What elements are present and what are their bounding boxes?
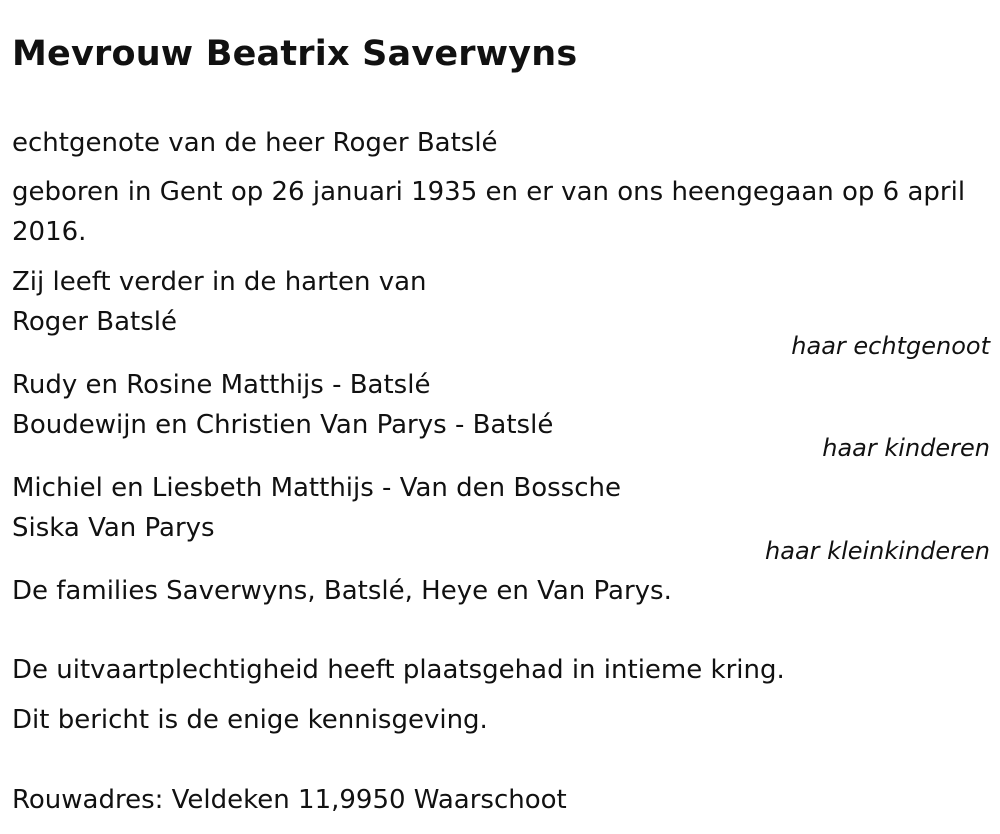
- role-spouse: haar echtgenoot: [791, 332, 990, 360]
- death-notice: [12, 0, 992, 834]
- families-line: De families Saverwyns, Batslé, Heye en Van Parys.: [12, 576, 672, 606]
- role-grandchildren: haar kleinkinderen: [765, 537, 990, 565]
- notice-line: Dit bericht is de enige kennisgeving.: [12, 705, 488, 735]
- grandchild-name: Michiel en Liesbeth Matthijs - Van den Bossche: [12, 473, 621, 503]
- spouse-line: echtgenote van de heer Roger Batslé: [12, 128, 498, 158]
- spouse-name: Roger Batslé: [12, 307, 177, 337]
- child-name: Boudewijn en Christien Van Parys - Batslé: [12, 410, 554, 440]
- intro-text: Zij leeft verder in de harten van: [12, 267, 427, 297]
- deceased-name-title: Mevrouw Beatrix Saverwyns: [12, 34, 578, 74]
- birth-death-text: geboren in Gent op 26 januari 1935 en er van ons heengegaan op 6 april 2016.: [12, 177, 966, 247]
- child-name: Rudy en Rosine Matthijs - Batslé: [12, 370, 431, 400]
- ceremony-line: De uitvaartplechtigheid heeft plaatsgehad in intieme kring.: [12, 655, 785, 685]
- grandchild-name: Siska Van Parys: [12, 513, 215, 543]
- mourning-address: Rouwadres: Veldeken 11,9950 Waarschoot: [12, 785, 567, 815]
- role-children: haar kinderen: [822, 434, 990, 462]
